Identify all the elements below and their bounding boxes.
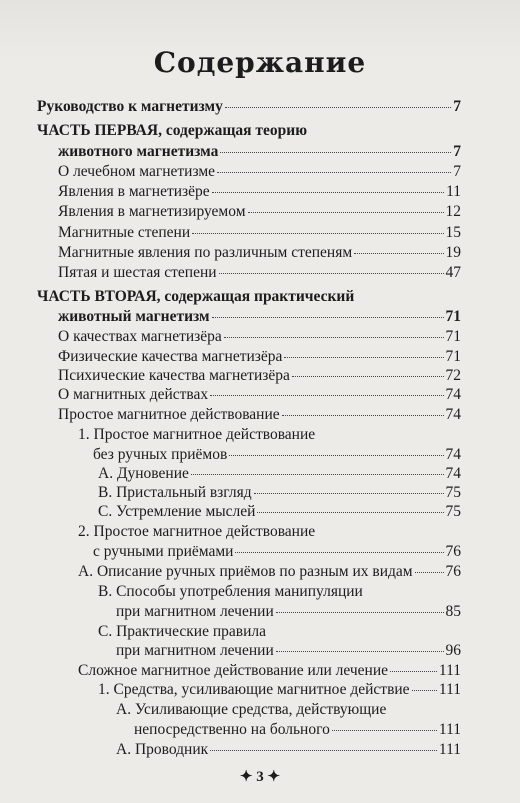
toc-entry-title: Сложное магнитное действование или лечение (78, 662, 389, 679)
toc-leader (210, 395, 443, 396)
toc-page-number: 76 (445, 563, 461, 580)
toc-leader (212, 317, 444, 318)
toc-page-number: 74 (445, 406, 461, 423)
toc-leader (220, 152, 451, 153)
toc-entry-line1: 2. Простое магнитное действование (78, 523, 316, 540)
toc-entry[interactable] (58, 327, 461, 346)
toc-page-number: 7 (453, 163, 461, 180)
toc-entry-line1: ЧАСТЬ ПЕРВАЯ, содержащая теорию (37, 122, 308, 139)
toc-entry-title: C. Устремление мыслей (98, 503, 256, 520)
toc-leader (235, 552, 443, 553)
toc-leader (254, 493, 444, 494)
toc-entry-line1: 1. Простое магнитное действование (78, 426, 316, 443)
toc-entry[interactable] (116, 740, 461, 759)
toc-entry[interactable] (58, 307, 461, 326)
toc-entry-title: с ручными приёмами (93, 543, 234, 560)
ornament-right-icon: ✦ (267, 769, 281, 785)
toc-entry[interactable] (134, 720, 461, 739)
page-number-footer (0, 767, 520, 786)
toc-page-number: 111 (438, 681, 461, 698)
toc-entry[interactable] (93, 445, 461, 464)
toc-page-number: 76 (445, 543, 461, 560)
toc-entry-line1: A. Усиливающие средства, действующие (116, 701, 387, 718)
toc-entry[interactable] (58, 202, 461, 221)
toc-entry-title: Руководство к магнетизму (37, 98, 223, 115)
toc-entry-title: при магнитном лечении (116, 603, 274, 620)
toc-page-number: 71 (445, 328, 461, 345)
toc-page-number: 47 (445, 264, 461, 281)
toc-entry[interactable] (58, 366, 461, 385)
toc-entry[interactable] (58, 142, 461, 161)
toc-entry-line1: C. Практические правила (98, 623, 266, 640)
page-number: 3 (256, 769, 264, 785)
toc-entry-title: Физические качества магнетизёра (58, 348, 283, 365)
toc-entry[interactable] (78, 562, 461, 581)
toc-page-number: 15 (445, 224, 461, 241)
toc-leader (219, 273, 444, 274)
toc-page-number: 7 (453, 98, 461, 115)
toc-entry-title: 1. Средства, усиливающие магнитное действие (98, 681, 410, 698)
toc-leader (225, 107, 451, 108)
toc-leader (390, 671, 437, 672)
toc-page-number: 96 (445, 642, 461, 659)
toc-entry[interactable] (37, 97, 461, 116)
toc-entry-title: Магнитные степени (58, 224, 191, 241)
toc-entry[interactable] (78, 661, 461, 680)
toc-leader (282, 415, 444, 416)
toc-entry-title: Психические качества магнетизёра (58, 367, 290, 384)
toc-entry-title: О качествах магнетизёра (58, 328, 222, 345)
toc-entry-title: Магнитные явления по различным степеням (58, 244, 353, 261)
toc-entry[interactable] (98, 464, 461, 483)
toc-leader (217, 172, 451, 173)
toc-entry[interactable] (58, 347, 461, 366)
toc-page-number: 75 (445, 484, 461, 501)
toc-page-number: 74 (445, 386, 461, 403)
toc-entry-title: О лечебном магнетизме (58, 163, 216, 180)
toc-leader (192, 233, 443, 234)
toc-page-number: 74 (445, 465, 461, 482)
toc-page-number: 111 (438, 662, 461, 679)
toc-leader (292, 376, 444, 377)
toc-entry[interactable] (58, 263, 461, 282)
toc-page-number: 85 (445, 603, 461, 620)
toc-leader (332, 730, 437, 731)
toc-leader (276, 612, 444, 613)
toc-leader (210, 750, 437, 751)
toc-page-number: 75 (445, 503, 461, 520)
toc-entry-title: Явления в магнетизируемом (58, 203, 246, 220)
toc-entry-title: A. Дуновение (98, 465, 189, 482)
toc-page-number: 11 (446, 183, 461, 200)
toc-leader (224, 337, 444, 338)
toc-entry-title: Пятая и шестая степени (58, 264, 217, 281)
toc-entry-title: при магнитном лечении (116, 642, 274, 659)
toc-entry[interactable] (58, 385, 461, 404)
toc-entry[interactable] (116, 641, 461, 660)
toc-entry-title: животного магнетизма (58, 143, 219, 160)
toc-entry-line1: B. Способы употребления манипуляции (98, 583, 363, 600)
toc-entry-title: животный магнетизм (58, 308, 210, 325)
toc-leader (248, 212, 444, 213)
toc-leader (284, 357, 443, 358)
toc-page-number: 72 (445, 367, 461, 384)
toc-entry[interactable] (58, 223, 461, 242)
toc-leader (415, 572, 444, 573)
toc-entry-title: Явления в магнетизёре (58, 183, 210, 200)
toc-entry-title: A. Проводник (116, 741, 209, 758)
toc-entry-title: A. Описание ручных приёмов по разным их видам (78, 563, 413, 580)
toc-entry[interactable] (98, 680, 461, 699)
toc-page-number: 71 (445, 348, 461, 365)
toc-entry[interactable] (93, 542, 461, 561)
page-title: Содержание (153, 46, 367, 79)
toc-page-number: 12 (445, 203, 461, 220)
toc-page-number: 74 (445, 446, 461, 463)
toc-entry-title: B. Пристальный взгляд (98, 484, 252, 501)
toc-entry-title: О магнитных действах (58, 386, 209, 403)
toc-entry[interactable] (58, 405, 461, 424)
toc-entry[interactable] (58, 162, 461, 181)
toc-entry-line1: ЧАСТЬ ВТОРАЯ, содержащая практический (37, 288, 355, 305)
toc-leader (412, 690, 437, 691)
toc-entry-title: непосредственно на больного (134, 721, 330, 738)
ornament-left-icon: ✦ (239, 769, 253, 785)
toc-entry[interactable] (116, 602, 461, 621)
toc-leader (191, 474, 444, 475)
toc-page-number: 19 (445, 244, 461, 261)
toc-entry-title: без ручных приёмов (93, 446, 228, 463)
toc-entry-title: Простое магнитное действование (58, 406, 280, 423)
toc-page-number: 111 (438, 721, 461, 738)
toc-leader (276, 651, 444, 652)
toc-page-number: 71 (445, 308, 461, 325)
toc-page-number: 111 (438, 741, 461, 758)
toc-leader (257, 512, 443, 513)
toc-leader (354, 253, 443, 254)
toc-entry[interactable] (98, 502, 461, 521)
toc-page-number: 7 (453, 143, 461, 160)
toc-entry[interactable] (98, 483, 461, 502)
toc-entry[interactable] (58, 243, 461, 262)
toc-entry[interactable] (58, 182, 461, 201)
toc-leader (229, 455, 443, 456)
toc-leader (212, 192, 444, 193)
